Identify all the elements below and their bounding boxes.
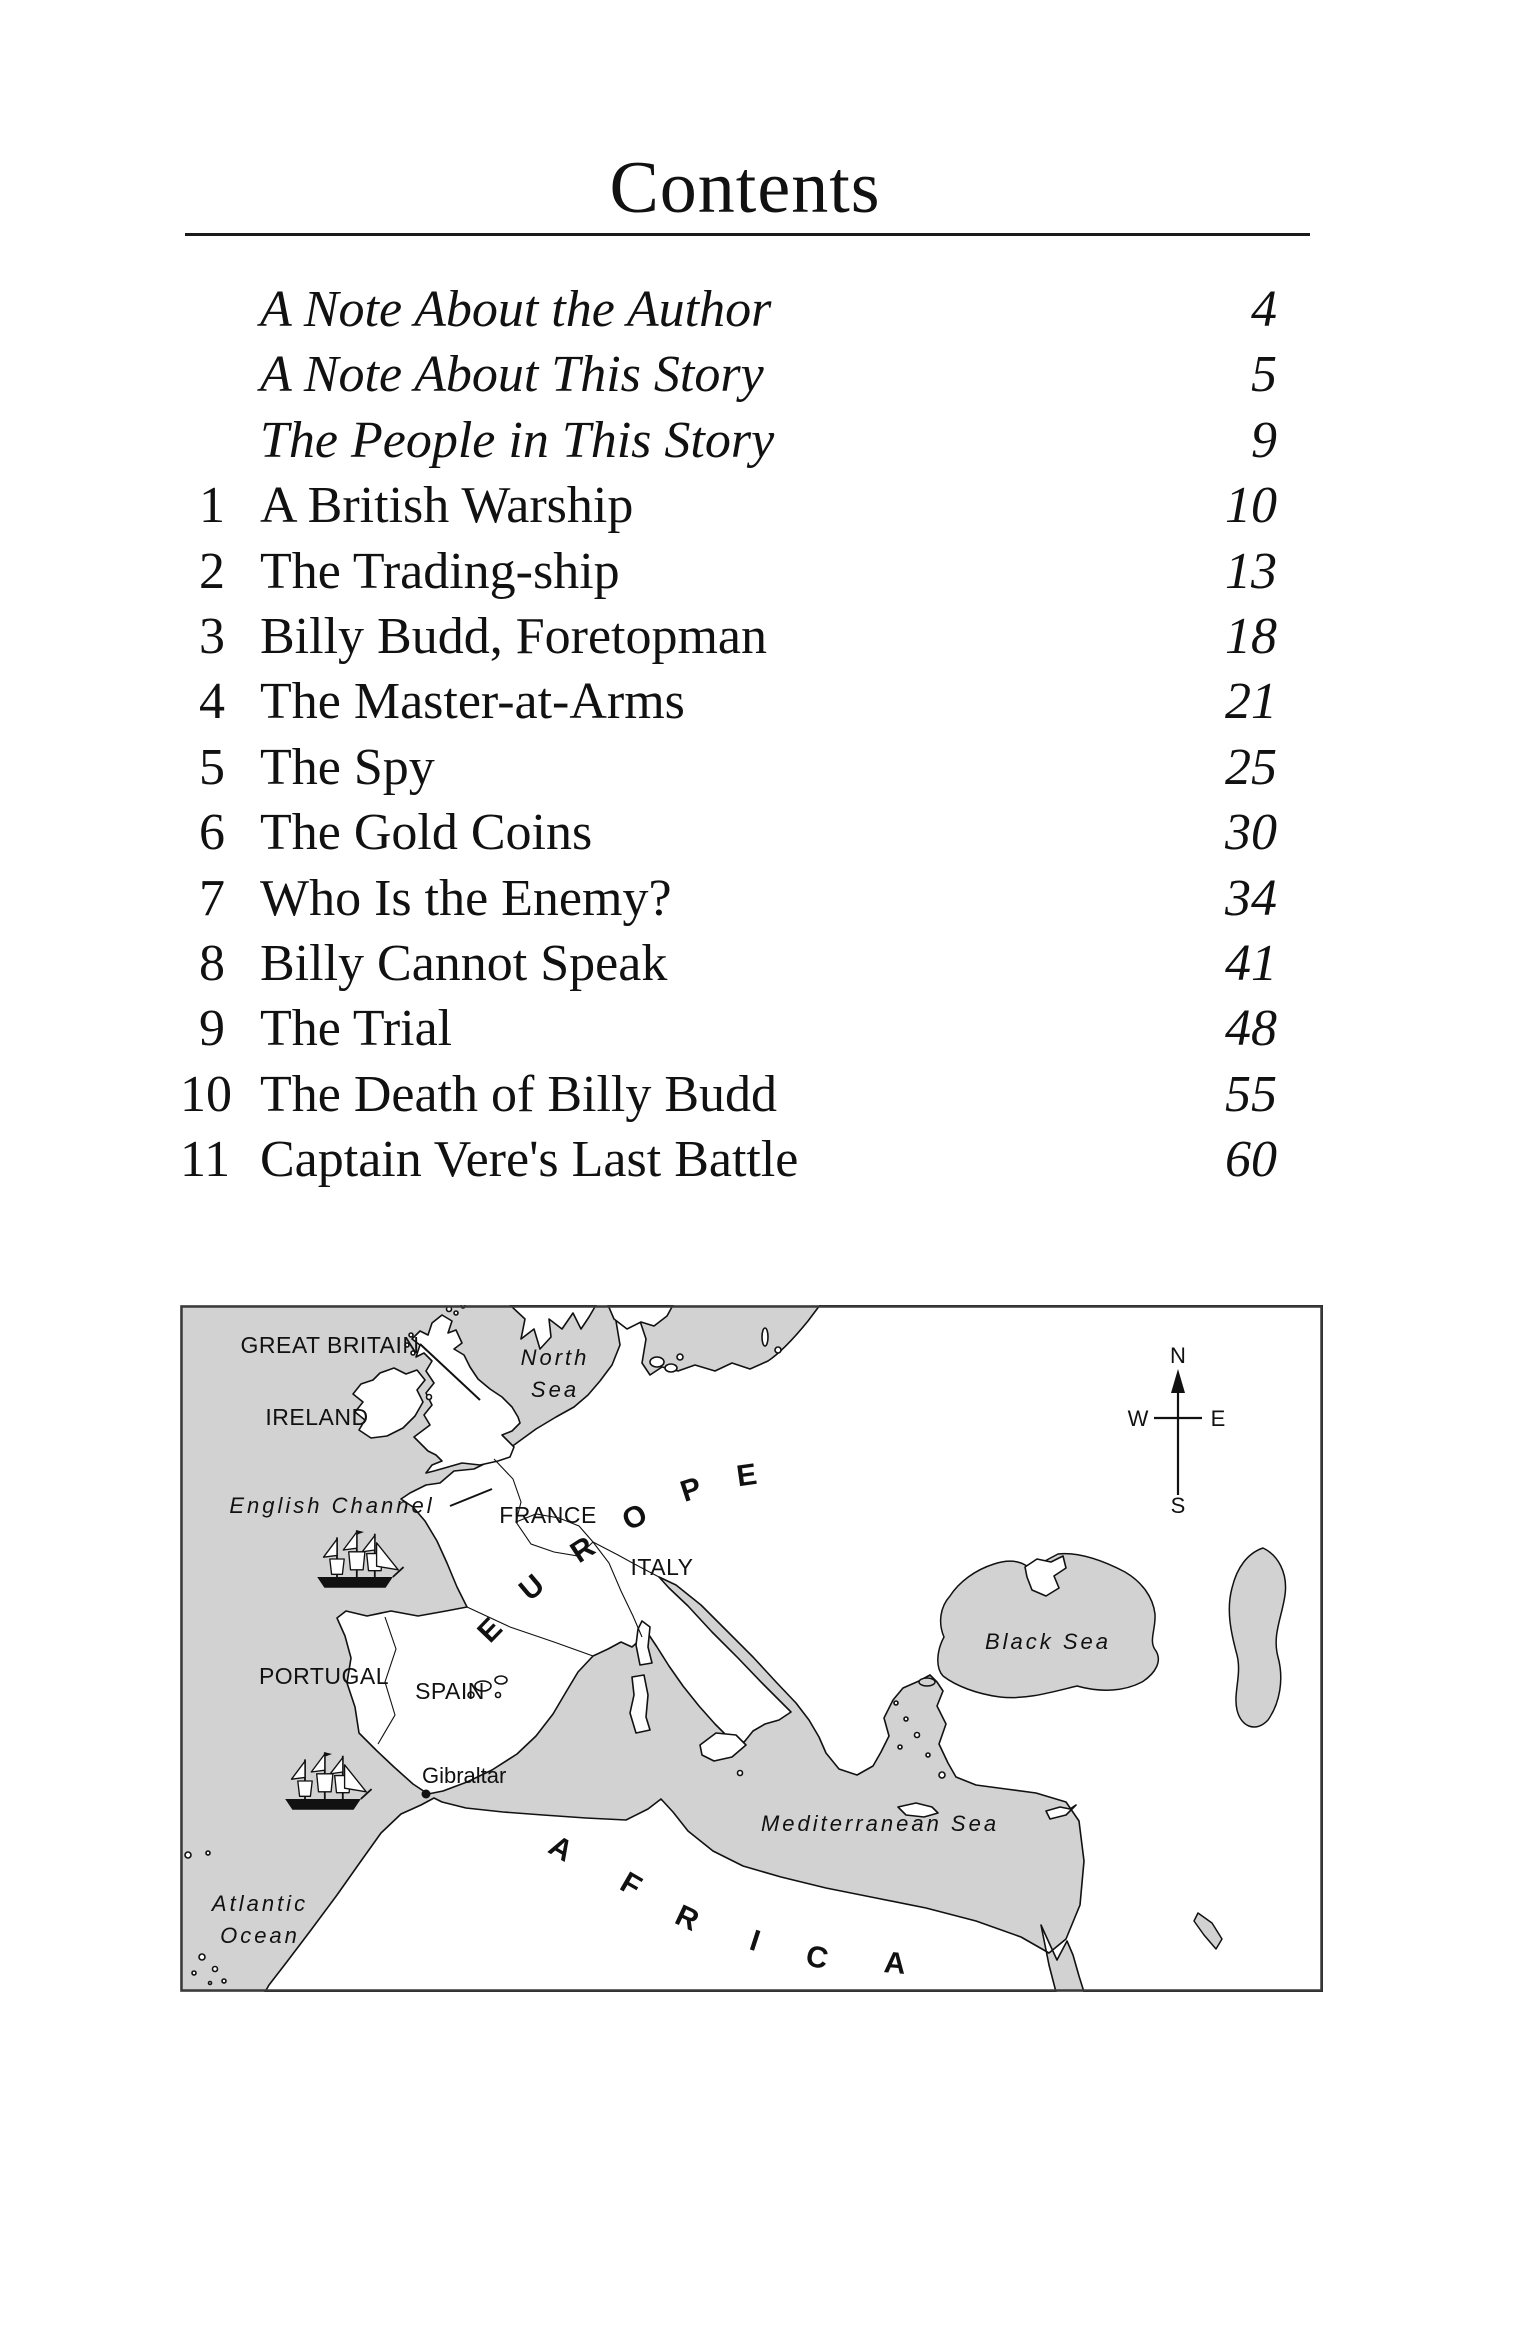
toc-row	[180, 408, 1277, 473]
chapter-title: Who Is the Enemy?	[260, 869, 672, 927]
chapter-title: The Trial	[260, 1000, 453, 1058]
page-number: 55	[1225, 1065, 1277, 1123]
chapter-title: The Trading-ship	[260, 542, 620, 600]
toc-row	[180, 604, 1277, 669]
svg-text:O: O	[617, 1497, 653, 1538]
chapter-title: Captain Vere's Last Battle	[260, 1131, 799, 1189]
svg-text:A: A	[543, 1829, 579, 1869]
page-number: 18	[1225, 607, 1277, 665]
svg-text:E: E	[734, 1457, 759, 1494]
compass-e-label: E	[1210, 1406, 1226, 1431]
spain-label: SPAIN	[415, 1678, 485, 1704]
north-sea-label-line2: Sea	[530, 1377, 580, 1402]
portugal-label: PORTUGAL	[258, 1663, 390, 1689]
svg-text:P: P	[676, 1471, 706, 1509]
chapter-number: 2	[199, 542, 225, 600]
svg-text:C: C	[802, 1939, 832, 1977]
svg-text:U: U	[512, 1568, 551, 1608]
page-number: 30	[1225, 804, 1277, 862]
page-number: 25	[1225, 738, 1277, 796]
svg-text:R: R	[564, 1530, 601, 1570]
gibraltar-label: Gibraltar	[422, 1763, 507, 1788]
chapter-title: The People in This Story	[260, 411, 775, 469]
toc-row	[180, 800, 1277, 865]
svg-text:R: R	[670, 1898, 704, 1938]
chapter-title: The Spy	[260, 738, 435, 796]
atlantic-ocean-label-line2: Ocean	[220, 1923, 300, 1948]
page-number: 21	[1225, 673, 1277, 731]
toc-row	[180, 669, 1277, 734]
page-number: 60	[1225, 1131, 1277, 1189]
france-label: FRANCE	[499, 1502, 597, 1528]
chapter-number: 5	[199, 738, 225, 796]
toc-row	[180, 996, 1277, 1061]
compass-n-label: N	[1170, 1343, 1186, 1368]
table-of-contents	[180, 277, 1310, 1192]
svg-text:A: A	[882, 1946, 908, 1981]
italy-label: ITALY	[630, 1554, 694, 1580]
toc-row	[180, 342, 1277, 407]
toc-row	[180, 1127, 1277, 1192]
page-number: 34	[1225, 869, 1277, 927]
europe-map-figure	[180, 1305, 1323, 1992]
english-channel-label: English Channel	[229, 1493, 435, 1518]
ireland-label: IRELAND	[265, 1404, 369, 1430]
toc-row	[180, 931, 1277, 996]
svg-text:I: I	[745, 1923, 765, 1958]
toc-row	[180, 866, 1277, 931]
chapter-title: Billy Budd, Foretopman	[260, 607, 767, 665]
page-number: 9	[1251, 411, 1277, 469]
chapter-number: 10	[180, 1065, 232, 1123]
svg-text:E: E	[471, 1611, 509, 1650]
chapter-title: A Note About the Author	[260, 281, 772, 338]
chapter-title: Billy Cannot Speak	[260, 934, 668, 992]
page-number: 48	[1225, 1000, 1277, 1058]
compass-s-label: S	[1170, 1493, 1186, 1518]
page-title: Contents	[609, 147, 881, 229]
black-sea-label: Black Sea	[984, 1629, 1112, 1654]
caspian-sea-water	[1229, 1548, 1285, 1727]
chapter-number: 6	[199, 804, 225, 862]
title-rule	[185, 233, 1310, 236]
page-number: 10	[1225, 477, 1277, 535]
great-britain-label: GREAT BRITAIN	[240, 1332, 420, 1358]
toc-row	[180, 277, 1277, 342]
chapter-number: 7	[199, 869, 225, 927]
chapter-number: 8	[199, 934, 225, 992]
compass-w-label: W	[1127, 1406, 1149, 1431]
chapter-title: The Master-at-Arms	[260, 673, 685, 731]
page-number: 13	[1225, 542, 1277, 600]
europe-map	[180, 1305, 1323, 1992]
gibraltar-dot	[422, 1790, 431, 1799]
page-number: 4	[1251, 281, 1277, 338]
toc-row	[180, 1062, 1277, 1127]
sea-of-marmara	[919, 1678, 935, 1686]
page-number: 41	[1225, 934, 1277, 992]
toc-row	[180, 735, 1277, 800]
chapter-title: A Note About This Story	[260, 346, 764, 404]
chapter-number: 9	[199, 1000, 225, 1058]
toc-row	[180, 473, 1277, 538]
chapter-title: A British Warship	[260, 477, 634, 535]
mediterranean-sea-label: Mediterranean Sea	[760, 1811, 1000, 1836]
chapter-number: 3	[199, 607, 225, 665]
chapter-title: The Death of Billy Budd	[260, 1065, 778, 1123]
chapter-title: The Gold Coins	[260, 804, 593, 862]
page-number: 5	[1251, 346, 1277, 404]
north-sea-label-line1: North	[520, 1345, 590, 1370]
chapter-number: 11	[180, 1131, 231, 1189]
chapter-number: 4	[199, 673, 225, 731]
chapter-number: 1	[199, 477, 225, 535]
svg-text:F: F	[614, 1865, 647, 1904]
atlantic-ocean-label-line1: Atlantic	[211, 1891, 309, 1916]
toc-row	[180, 539, 1277, 604]
